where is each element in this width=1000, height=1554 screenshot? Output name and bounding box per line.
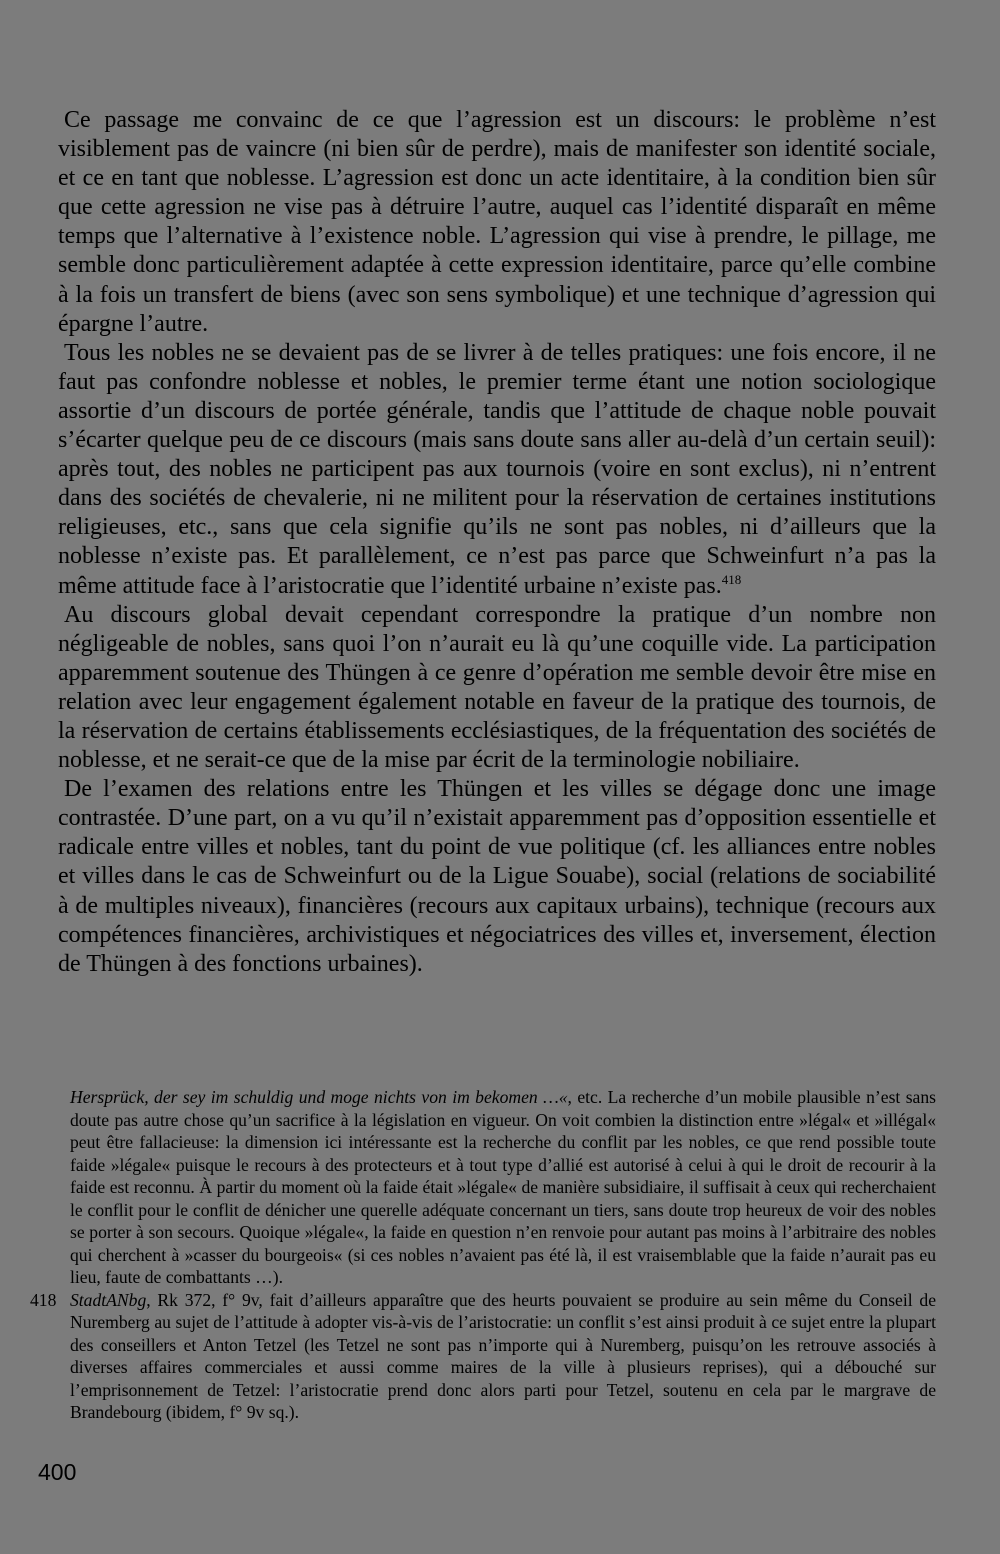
footnote-continuation-text: , etc. La recherche d’un mobile plausible n’est sans doute pas autre chose qu’un sacrifice à la législation en vigueur. On voit combien la distinction entre »légal« et »illégal« peut être fallacieuse: la dimension ici intéressante est la recherche du conflit par les nobles, ce que rend possible toute faide »légale« puisque le recours à des protecteurs et à tout type d’allié est autorisé à celui à qui le droit de recourir à la faide est reconnu. À partir du moment où la faide était »légale« de manière subsidiaire, il suffisait à ceux qui recherchaient le conflit pour le conflit de dénicher une querelle adéquate concernant un tiers, sans doute trop heureux de voir des nobles se porter à son secours. Quoique »légale«, la faide en question n’en renvoie pour autant pas moins à l’arbitraire des nobles qui cherchent à »casser du bourgeois« (si ces nobles n’avaient pas été là, il est vraisemblable que la faide n’aurait pas eu lieu, faute de combattants …). (70, 1087, 936, 1287)
footnotes (30, 1086, 936, 1424)
footnote-418-number: 418 (30, 1289, 57, 1310)
footnote-418-text: , Rk 372, f° 9v, fait d’ailleurs apparaître que des heurts pouvaient se produire au sein même du Conseil de Nuremberg au sujet de l’attitude à adopter vis-à-vis de l’aristocratie: un conflit s’est ainsi produit à ce sujet entre la plupart des conseillers et Anton Tetzel (les Tetzel ne sont pas n’importe qui à Nuremberg, puisqu’on les retrouve associés à diverses affaires commerciales et aussi comme maires de la ville à plusieurs reprises), qui a débouché sur l’emprisonnement de Tetzel: l’aristocratie prend donc alors parti pour Tetzel, soutenu en cela par le margrave de Brandebourg (ibidem, f° 9v sq.). (70, 1289, 936, 1422)
page-number: 400 (38, 1459, 77, 1485)
paragraph-4: De l’examen des relations entre les Thüngen et les villes se dégage donc une image contrastée. D’une part, on a vu qu’il n’existait apparemment pas d’opposition essentielle et radicale entre villes et nobles, tant du point de vue politique (cf. les alliances entre nobles et villes dans le cas de Schweinfurt ou de la Ligue Souabe), social (relations de sociabilité à de multiples niveaux), financières (recours aux capitaux urbains), technique (recours aux compétences financières, archivistiques et négociatrices des villes et, inversement, élection de Thüngen à des fonctions urbaines). (58, 776, 936, 977)
paragraph-2-text: Tous les nobles ne se devaient pas de se livrer à de telles pratiques: une fois encore, il ne faut pas confondre noblesse et nobles, le premier terme étant une notion sociologique assortie d’un discours de portée générale, tandis que l’attitude de chaque noble pouvait s’écarter quelque peu de ce discours (mais sans doute sans aller au-delà d’un certain seuil): après tout, des nobles ne participent pas aux tournois (voire en sont exclus), ni n’entrent dans des sociétés de chevalerie, ni ne militent pour la réservation de certaines institutions religieuses, etc., sans que cela signifie qu’ils ne sont pas nobles, ni d’ailleurs que la noblesse n’existe pas. Et parallèlement, ce n’est pas parce que Schweinfurt n’a pas la même attitude face à l’aristocratie que l’identité urbaine n’existe pas. (58, 339, 936, 599)
paragraph-3: Au discours global devait cependant correspondre la pratique d’un nombre non négligeable de nobles, sans quoi l’on n’aurait eu là qu’une coquille vide. La participation apparemment soutenue des Thüngen à ce genre d’opération me semble devoir être mise en relation avec leur engagement également notable en faveur de la pratique des tournois, de la réservation de certains établissements ecclésiastiques, de la fréquentation des sociétés de noblesse, et ne serait-ce que de la mise par écrit de la terminologie nobiliaire. (58, 601, 936, 774)
footnote-ref-418[interactable]: 418 (721, 571, 742, 587)
paragraph-1: Ce passage me convainc de ce que l’agression est un discours: le problème n’est visiblement pas de vaincre (ni bien sûr de perdre), mais de manifester son identité sociale, et ce en tant que noblesse. L’agression est donc un acte identitaire, à la condition bien sûr que cette agression ne vise pas à détruire l’autre, auquel cas l’identité disparaît en même temps que l’alternative à l’existence noble. L’agression qui vise à prendre, le pillage, me semble donc particulièrement adaptée à cette expression identitaire, parce qu’elle combine à la fois un transfert de biens (avec son sens symbolique) et une technique d’agression qui épargne l’autre. (58, 107, 936, 337)
footnote-418-source: StadtANbg (70, 1289, 147, 1310)
main-text (58, 106, 936, 979)
footnote-continuation (30, 1086, 936, 1289)
paragraph-2 (58, 339, 936, 601)
footnote-continuation-quote: Hersprück, der sey im schuldig und moge nichts von im bekomen …« (70, 1087, 568, 1107)
footnote-418 (30, 1289, 936, 1424)
